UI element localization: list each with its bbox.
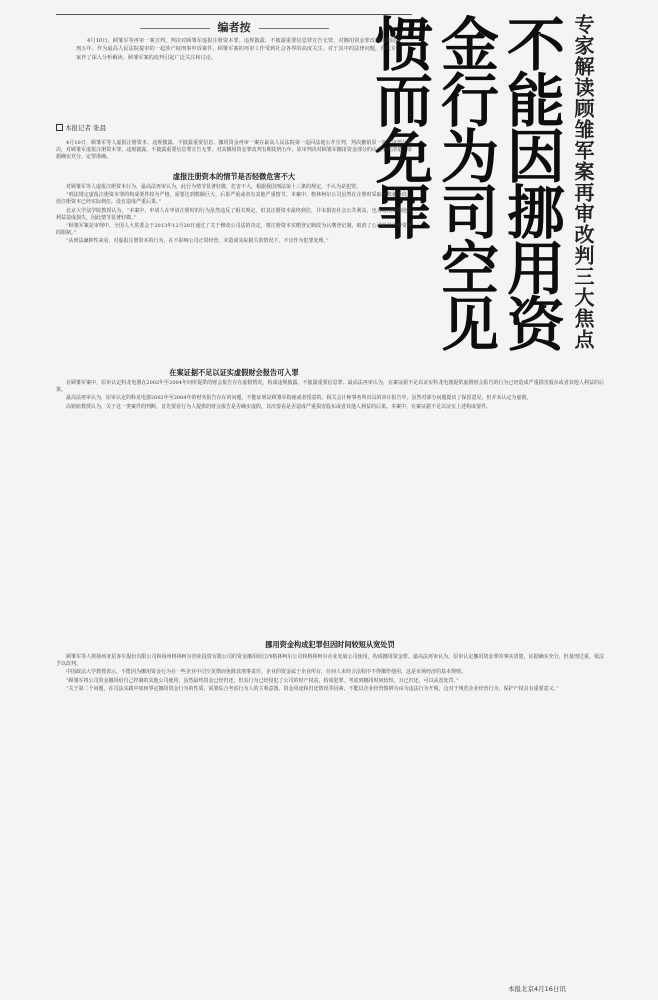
paragraph: 最高法再审认为，原审认定的科龙电器2002年至2004年的财务报告存在的问题，不能证明是顾雏军指使或者授意的。相关会计师事务所出具的审计报告中，虽然对部分问题提出了保留意见，但并未认定为虚假。 — [66, 395, 532, 402]
byline-text: 本报记者 张晨 — [65, 124, 107, 132]
article-intro — [56, 140, 412, 163]
headline-block — [365, 14, 596, 382]
paragraph: “顾雏军将公司资金挪用给自己控制的其他公司使用，虽然最终资金已经归还，但其行为已经侵犯了公司的财产权益，构成犯罪。考虑到挪用时间较短，且已归还，可以从宽处罚。” — [66, 677, 459, 684]
paragraph: 高铭暄教授认为，关于这一类案件的判断，首先要看行为人提供的财会报告是否确实虚假，其次要看是否造成严重损害股东或者其他人利益的后果。本案中，在案证据不足以证实上述构成要件。 — [66, 403, 492, 410]
paragraph: 4月10日，顾雏军等人虚报注册资本、违规披露、不披露重要信息、挪用资金再审一案在最高人民法院第一巡回法庭公开宣判，判决撤销原一审二审部分判决，对顾雏军虚报注册资本罪、违规披露、不披露重要信息罪宣告无罪，对其挪用资金罪改判有期徒刑五年。原审判决对顾雏军挪用资金部分的认定事实清楚，证据确实充分，定罪准确。 — [56, 140, 412, 161]
editor-note-label: 编者按 — [56, 19, 412, 35]
headline-title: 不能因挪用资金行为司空见惯而免罪 — [365, 14, 565, 350]
paragraph: “刑法规定虚报注册资本罪的构成要件较为严格，需要达到数额巨大、后果严重或者有其他严重情节。本案中，格林柯尔公司虽然在注册时采取了欺骗手段，但注册资本已经实际到位，没有造成严重后果。” — [56, 192, 412, 206]
editor-note — [56, 14, 412, 107]
paragraph: 北京大学法学院教授认为，“本案中，申请人在申请注册时的行为虽然违反了相关规定，但其注册资本最终到位，并未损害社会公共利益，也未给国家和他人利益造成损失，因此情节显著轻微。” — [56, 207, 412, 221]
article-section-2 — [56, 380, 604, 412]
paragraph: 中国政法大学教授表示，不能因为挪用资金行为在一些企业中司空见惯而免除其刑事责任。企业的资金属于企业所有，任何人未经合法程序不得挪作他用，这是市场经济的基本规则。 — [66, 669, 467, 676]
paragraph: 在顾雏军案中，原审认定科龙电器在2002年至2004年间所提供的财会报告存在虚假情况，构成违规披露、不披露重要信息罪。最高法再审认为，在案证据不足以证实科龙电器提供虚假财会报告的行为已经造成严重损害股东或者其他人利益的后果。 — [56, 380, 604, 394]
square-icon — [56, 124, 63, 131]
article-section-1 — [56, 184, 412, 247]
byline — [56, 123, 396, 132]
paragraph: “顾雏军案是审理中，全国人大常委会于2013年12月28日通过了关于修改公司法的决定，将注册资本实缴登记制改为认缴登记制，取消了公司最低注册资本的限制。” — [56, 223, 412, 237]
headline-kicker: 专家解读顾雏军案再审改判三大焦点 — [571, 14, 595, 350]
paragraph: 顾雏军等人将扬州亚星客车股份有限公司和扬州格林柯尔创业投资有限公司的资金挪用给江西格林柯尔公司和格林柯尔企业发展公司使用，构成挪用资金罪。最高法再审认为，原审认定挪用资金罪的事实清楚，证据确实充分，但量刑过重，依法予以改判。 — [56, 654, 604, 668]
section-heading: 在案证据不足以证实虚假财会报告可入罪 — [169, 368, 299, 377]
editor-note-body: 4月10日，顾雏军等再审一案宣判，判决对顾雏军虚报注册资本罪、违规披露、不披露重要信息罪宣告无罪，对挪用资金罪改判有期徒刑五年。作为最高人民法院提审的一起涉产权刑事申诉案件，顾雏军案的再审工作受到社会各界的高度关注。对于其中的法律问题，有关专家作了深入分析解读。顾雏军案的改判引起广泛关注和讨论。 — [76, 38, 396, 61]
section-heading: 虚报注册资本的情节是否轻微危害不大 — [172, 172, 296, 181]
article-section-3 — [56, 654, 604, 694]
dateline-footer: 本报北京4月16日讯 — [508, 985, 566, 993]
paragraph: “从刑法谦抑性来看，对虚报注册资本的行为，在不影响公司正常经营、未造成实际损失的情况下，不宜作为犯罪处理。” — [66, 238, 329, 245]
section-heading: 挪用资金构成犯罪但因时间较短从宽处罚 — [265, 640, 395, 649]
paragraph: 对顾雏军等人虚报注册资本行为，最高法再审认为，此行为情节显著轻微，危害不大，根据我国刑法第十三条的规定，不认为是犯罪。 — [66, 184, 362, 190]
paragraph: “关于第二个问题，在司法实践中如何界定挪用资金行为的性质，需要综合考虑行为人的主观意图、资金用途和归还情况等因素。不能以企业经营惯例为由为违法行为开脱，这对于规范企业经营行为、保护产权具有重要意义。” — [66, 685, 559, 692]
